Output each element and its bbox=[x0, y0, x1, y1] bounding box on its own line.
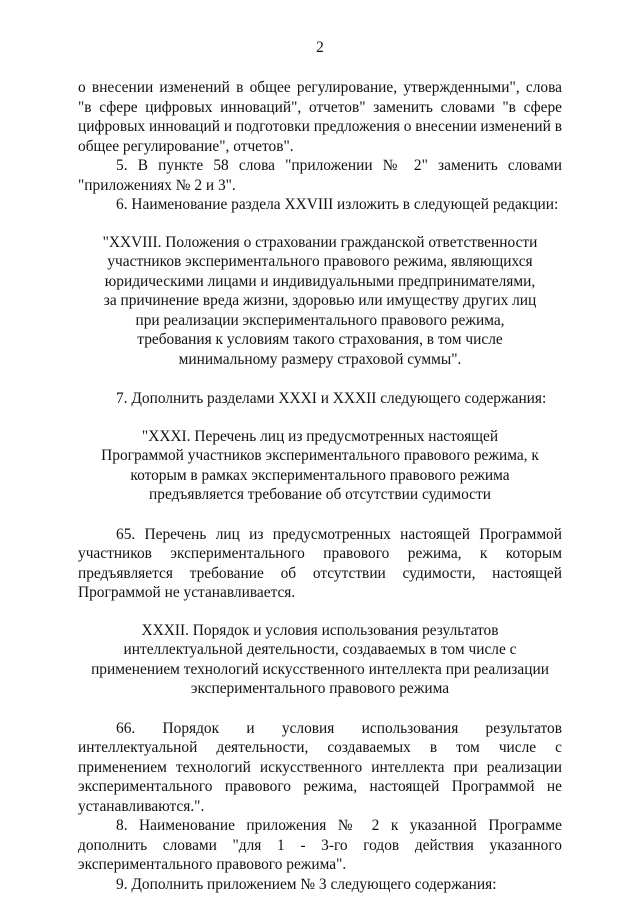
paragraph-continuation: о внесении изменений в общее регулирование, утвержденными", слова "в сфере цифровых инноваций", отчетов" заменить словами "в сфере цифровых инноваций и подготовки предложения о внесении изменений в общее регулирование", отчетов". bbox=[78, 79, 562, 155]
paragraph-5: 5. В пункте 58 слова "приложении № 2" заменить словами "приложениях № 2 и 3". bbox=[78, 157, 562, 194]
paragraph-65: 65. Перечень лиц из предусмотренных настоящей Программой участников экспериментального правового режима, к которым предъявляется требование об отсутствии судимости, настоящей Программой не устанавливается. bbox=[78, 525, 562, 601]
section-xxxii-title: XXXII. Порядок и условия использования результатов интеллектуальной деятельности, создаваемых в том числе с применением технологий искусственного интеллекта при реализации экспериментального правового режима bbox=[91, 621, 549, 697]
paragraph-7: 7. Дополнить разделами XXXI и XXXII следующего содержания: bbox=[116, 390, 547, 407]
section-xxxi-title: "XXXI. Перечень лиц из предусмотренных настоящей Программой участников экспериментального правового режима, к которым в рамках экспериментального правового режима предъявляется требование об отсутствии судимости bbox=[101, 427, 539, 503]
page-number: 2 bbox=[316, 39, 324, 56]
paragraph-9: 9. Дополнить приложением № 3 следующего содержания: bbox=[116, 875, 497, 893]
section-xxviii-title: "XXVIII. Положения о страховании гражданской ответственности участников экспериментального правового режима, являющихся юридическими лицами и индивидуальными предпринимателями, за причинение вреда жизни, здоровью или имуществу других лиц при реализации экспериментального правового режима, требования к условиям такого страхования, в том числе минимальному размеру страховой суммы". bbox=[102, 233, 538, 368]
paragraph-8: 8. Наименование приложения № 2 к указанной Программе дополнить словами "для 1 - 3-го годов действия указанного экспериментального правового режима". bbox=[78, 817, 562, 873]
paragraph-6: 6. Наименование раздела XXVIII изложить в следующей редакции: bbox=[116, 196, 559, 213]
document-body bbox=[78, 78, 562, 894]
paragraph-66: 66. Порядок и условия использования результатов интеллектуальной деятельности, создаваемых в том числе с применением технологий искусственного интеллекта при реализации экспериментального правового режима, настоящей Программой не устанавливаются.". bbox=[78, 719, 562, 815]
